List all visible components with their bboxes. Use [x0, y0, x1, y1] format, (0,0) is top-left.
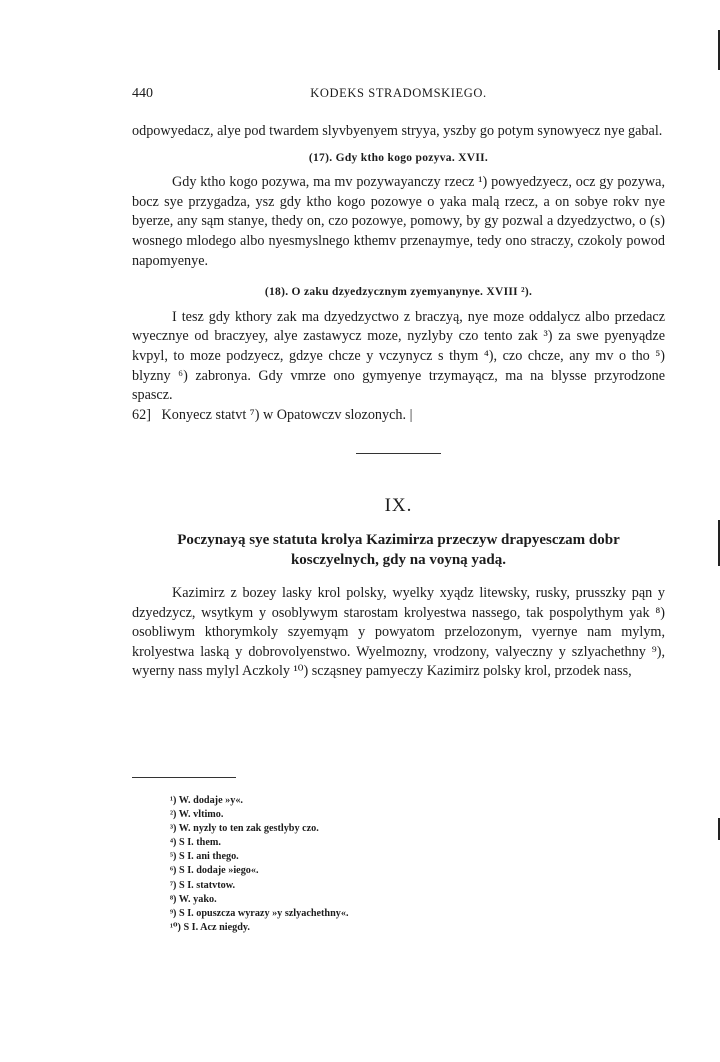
chapter-number: IX.	[384, 495, 413, 517]
chapter-title: Poczynayą sye statuta krolya Kazimirza przeczyw drapyesczam dobr kosczyelnych, gdy na voyną yadą.	[177, 531, 620, 568]
footnote-rule	[132, 777, 236, 778]
chapter-text: Kazimirz z bozey lasky krol polsky, wyelky xyądz litewsky, rusky, prusszky pąn y dzyedzycz, wsytkym y osoblywym starostam krolyestwa nassego, tak pospolythym yak ⁸) osobliwym kthorymkoly szyemyąm y powyatom przelozonym, vyernye nam mylym, krolyestwa laską y dobrovolyenstwo. Wyelmozny, vrodzony, valyeczny y szlyachethny ⁹), wyerny nass mylyl Aczkoly ¹⁰) scząsney pamyeczy Kazimirz polsky krol, przodek nass,	[132, 584, 665, 680]
footnote: ⁹) S I. opuszcza wyrazy »y szlyachethny«.	[170, 907, 349, 919]
page-number: 440	[132, 86, 153, 101]
section-17-text: Gdy ktho kogo pozywa, ma mv pozywayanczy rzecz ¹) powyedzyecz, ocz gy pozywa, bocz sye przygadza, ysz gdy ktho kogo pozowye o yaka malą rzecz, a on sobye rokv nye byerze, any sąm stanye, thedy on, czo pozowye, pomowy, by gy pozwal a dzyedzyctwo, o (s) wosnego mlodego albo nyesmyslnego kthemv przenaymye, tedy ono straczy, czokoly powod napomyenye.	[132, 174, 665, 269]
section-18-text: I tesz gdy kthory zak ma dzyedzyctwo z braczyą, nye moze oddalycz albo przedacz wyecznye od braczyey, alye zastawycz moze, nyzlyby czo tento zak ³) za swe pyenyądze kvpyl, to moze podzyecz, gdzye chcze y vczynycz s thym ⁴), czo chcze, any mv o tho ⁵) blyzny ⁶) zabronya. Gdy vmrze ono gymyenye trzymayącz, ma na blysse przyrodzone spascz.	[132, 308, 665, 404]
footnote: ⁴) S I. them.	[170, 837, 221, 849]
section-18-title: (18). O zaku dzyedzycznym zyemyanynye. XVIII ²).	[264, 286, 533, 299]
footnote: ³) W. nyzly to ten zak gestlyby czo.	[170, 823, 319, 835]
footnote: ⁶) S I. dodaje »iego«.	[170, 865, 259, 877]
section-divider	[356, 453, 441, 454]
footnote: ¹) W. dodaje »y«.	[170, 795, 243, 806]
running-title: KODEKS STRADOMSKIEGO.	[310, 86, 487, 100]
section-17-title: (17). Gdy ktho kogo pozyva. XVII.	[308, 151, 489, 164]
footnote: ²) W. vltimo.	[170, 809, 224, 821]
footnote: ⁷) S I. statvtow.	[170, 879, 236, 891]
footnote: ⁸) W. yako.	[170, 893, 217, 905]
footnote: ¹⁰) S I. Acz niegdy.	[170, 921, 250, 933]
footnote: ⁵) S I. ani thego.	[170, 851, 239, 863]
main-text	[132, 122, 665, 682]
section-end-line: 62] Konyecz statvt ⁷) w Opatowczv slozonych. |	[132, 406, 413, 423]
document-page	[132, 0, 665, 1062]
page-header	[132, 86, 665, 106]
continued-paragraph: odpowyedacz, alye pod twardem slyvbyenyem stryya, yszby go potym synowyecz nye gabal.	[132, 123, 663, 139]
footnotes	[170, 794, 349, 935]
